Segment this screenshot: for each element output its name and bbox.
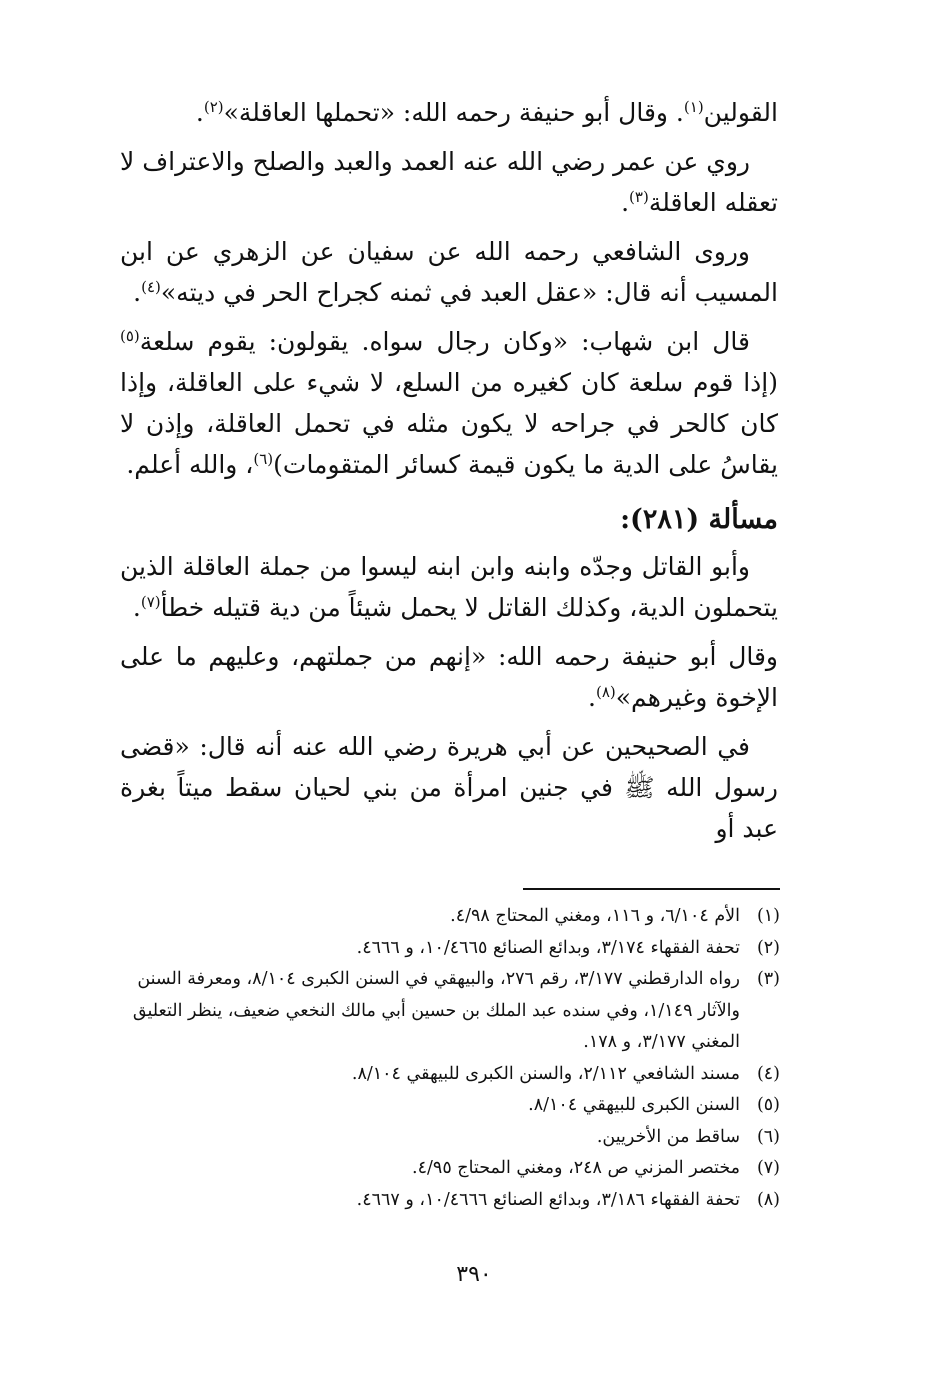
footnote-number: (٦) [756, 1126, 780, 1147]
footnote [120, 901, 780, 933]
footnote-number: (٥) [756, 1095, 780, 1115]
footnote-text: السنن الكبرى للبيهقي ٨/١٠٤. [528, 1095, 740, 1115]
footnote [120, 964, 780, 1059]
footnote [120, 1090, 780, 1122]
footnote-text: مسند الشافعي ٢/١١٢، والسنن الكبرى للبيهقي ٨/١٠٤. [351, 1063, 740, 1084]
footnote [120, 1122, 780, 1154]
section-heading: مسألة (٢٨١): [620, 504, 778, 535]
page-number: ٣٩٠ [456, 1262, 492, 1287]
paragraph-4: قال ابن شهاب: «وكان رجال سواه. يقولون: يقوم سلعة$^{(٥)}$ (إذا قوم سلعة كان كغيره من السلع، لا شيء على العاقلة، وإذا كان كالحر في جراحه لا يكون مثله في تحمل العاقلة، وإذن لا يقاسُ على الدية ما يكون قيمة كسائر المتقومات)$^{(٦)}$، والله أعلم. [120, 327, 778, 479]
footnote [120, 1059, 780, 1091]
footnote-ref[interactable]: (٣) [629, 188, 649, 206]
footnote-text: تحفة الفقهاء ٣/١٧٤، وبدائع الصنائع ١٠/٤٦٦٥، و ٤٦٦٦. [356, 937, 740, 958]
footnote-ref[interactable]: (٢) [203, 98, 224, 116]
footnote-ref[interactable]: (٨) [595, 683, 616, 701]
main-text [120, 92, 778, 857]
footnote-text: رواه الدارقطني ٣/١٧٧، رقم ٢٧٦، والبيهقي في السنن الكبرى ٨/١٠٤، ومعرفة السنن والآثار ١/١٤٩، وفي سنده عبد الملك بن حسين أبي مالك النخعي ضعيف، ينظر التعليق المغني ٣/١٧٧، و ١٧٨. [132, 969, 740, 1052]
footnote-text: ساقط من الأخريين. [596, 1126, 740, 1147]
footnote-ref[interactable]: (٧) [140, 593, 161, 611]
paragraph-5: وأبو القاتل وجدّه وابنه وابن ابنه ليسوا من جملة العاقلة الذين يتحملون الدية، وكذلك القاتل لا يحمل شيئاً من دية قتيله خطأ$^{(٧)}$. [120, 552, 778, 622]
footnote-text: مختصر المزني ص ٢٤٨، ومغني المحتاج ٤/٩٥. [412, 1158, 740, 1178]
footnote-text: تحفة الفقهاء ٣/١٨٦، وبدائع الصنائع ١٠/٤٦٦٦، و ٤٦٦٧. [356, 1189, 740, 1210]
footnote-ref[interactable]: (٦) [253, 450, 274, 468]
footnote-number: (٧) [756, 1158, 780, 1178]
paragraph-7: في الصحيحين عن أبي هريرة رضي الله عنه أنه قال: «قضى رسول الله ﷺ في جنين امرأة من بني لحيان سقط ميتاً بغرة عبد أو [120, 732, 778, 843]
footnote [120, 1185, 780, 1217]
footnote-number: (٣) [756, 969, 780, 989]
paragraph-2: روي عن عمر رضي الله عنه العمد والعبد والصلح والاعتراف لا تعقله العاقلة$^{(٣)}$. [120, 147, 778, 217]
paragraph-6: وقال أبو حنيفة رحمه الله: «إنهم من جملتهم، وعليهم ما على الإخوة وغيرهم»$^{(٨)}$. [120, 642, 778, 712]
footnote-ref[interactable]: (٥) [120, 327, 140, 345]
footnote [120, 933, 780, 965]
paragraph-1: القولين$^{(١)}$. وقال أبو حنيفة رحمه الله: «تحملها العاقلة»$^{(٢)}$. [195, 98, 778, 127]
footnote-number: (٤) [756, 1063, 780, 1084]
paragraph-3: وروى الشافعي رحمه الله عن سفيان عن الزهري عن ابن المسيب أنه قال: «عقل العبد في ثمنه كجراح الحر في ديته»$^{(٤)}$. [120, 237, 778, 307]
footnote [120, 1153, 780, 1185]
footnote-number: (٢) [756, 937, 780, 958]
footnote-text: الأم ٦/١٠٤، و ١١٦، ومغني المحتاج ٤/٩٨. [450, 906, 740, 926]
footnote-ref[interactable]: (٤) [141, 278, 161, 296]
footnote-divider [523, 888, 780, 890]
footnote-number: (٨) [756, 1189, 780, 1210]
footnote-ref[interactable]: (١) [683, 98, 704, 116]
footnote-number: (١) [756, 906, 780, 926]
footnotes [120, 901, 780, 1216]
